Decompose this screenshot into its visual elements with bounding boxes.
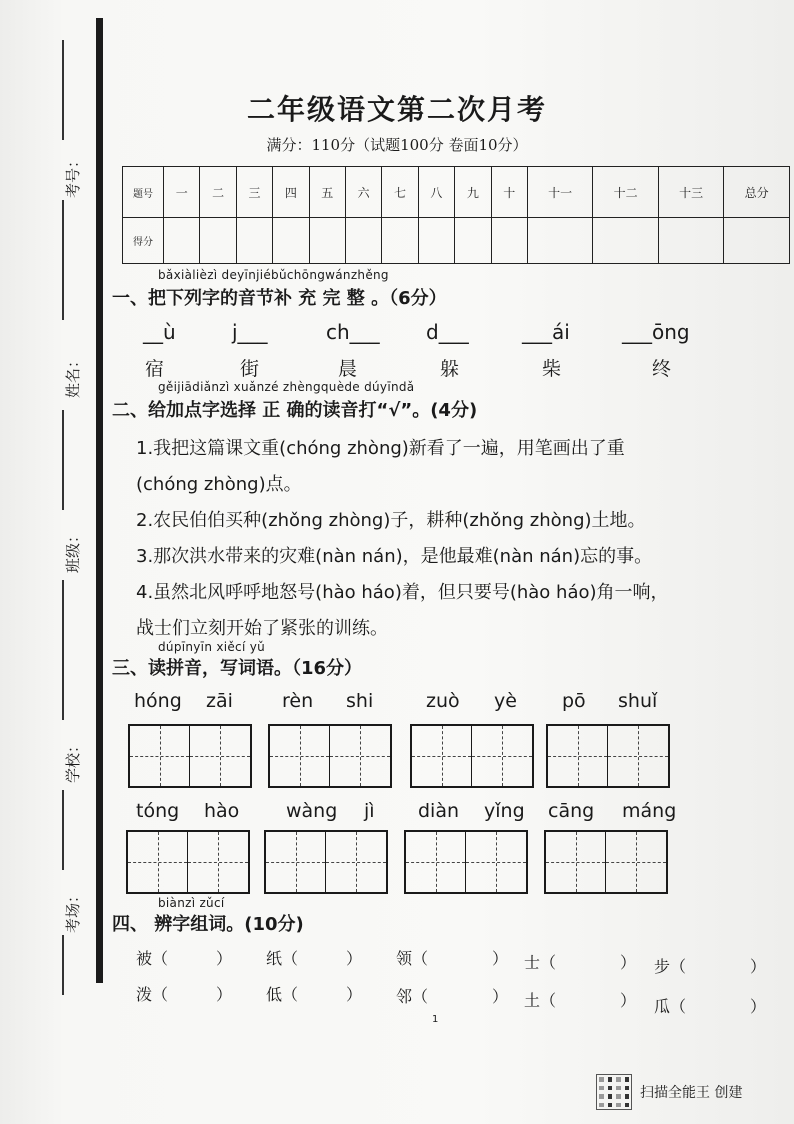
word-pinyin: yè	[494, 690, 517, 712]
pinyin-blank[interactable]: d___	[426, 320, 469, 344]
char-item[interactable]: 被（ ）	[136, 949, 233, 968]
word-pinyin: jì	[364, 800, 375, 822]
table-column-header: 总分	[724, 167, 790, 218]
question-3: 3.那次洪水带来的灾难(nàn nán)，是他最难(nàn nán)忘的事。	[136, 546, 653, 567]
table-header-label: 题号	[123, 167, 164, 218]
hanzi: 晨	[338, 358, 358, 380]
hanzi: 宿	[145, 358, 165, 380]
hanzi: 终	[652, 358, 672, 380]
question-1: 1.我把这篇课文重(chóng zhòng)新看了一遍，用笔画出了重	[136, 438, 625, 459]
table-column-header: 九	[455, 167, 491, 218]
hanzi: 街	[240, 358, 260, 380]
score-cell[interactable]	[491, 218, 527, 264]
char-item[interactable]: 泼（ ）	[136, 985, 233, 1004]
label-kaochang: 考场：	[64, 887, 83, 934]
score-table	[122, 166, 790, 264]
score-cell[interactable]	[724, 218, 790, 264]
char-item[interactable]: 士（ ）	[524, 953, 637, 972]
word-pinyin: zāi	[206, 690, 233, 712]
word-pinyin: cāng	[548, 800, 595, 822]
question-1-cont: (chóng zhòng)点。	[136, 474, 302, 495]
section-1-pinyin: bǎxiàlièzì deyīnjiébǔchōngwánzhěng	[158, 268, 389, 282]
score-cell[interactable]	[418, 218, 454, 264]
word-pinyin: hóng	[134, 690, 182, 712]
section-2-title: 二、给加点字选择 正 确的读音打“√”。(4分)	[112, 400, 478, 421]
qr-code-icon	[596, 1074, 632, 1110]
table-column-header: 三	[236, 167, 272, 218]
margin-rule	[62, 200, 64, 320]
pinyin-blank[interactable]: j___	[232, 320, 268, 344]
pinyin-blank[interactable]: ch___	[326, 320, 380, 344]
page-number: 1	[432, 1014, 439, 1025]
char-item[interactable]: 土（ ）	[524, 991, 637, 1010]
question-4-cont: 战士们立刻开始了紧张的训练。	[136, 618, 388, 639]
table-column-header: 五	[309, 167, 345, 218]
pinyin-blank[interactable]: __ù	[143, 320, 176, 344]
word-pinyin: rèn	[282, 690, 314, 712]
section-4-title: 四、 辨字组词。(10分)	[112, 914, 304, 935]
writing-grid[interactable]	[410, 724, 534, 788]
table-column-header: 十二	[593, 167, 658, 218]
writing-grid[interactable]	[128, 724, 252, 788]
table-score-label: 得分	[123, 218, 164, 264]
margin-rule	[62, 580, 64, 720]
score-cell[interactable]	[200, 218, 236, 264]
table-column-header: 十	[491, 167, 527, 218]
writing-grid[interactable]	[544, 830, 668, 894]
word-pinyin: tóng	[136, 800, 180, 822]
pinyin-blank[interactable]: ___ōng	[622, 320, 690, 344]
writing-grid[interactable]	[264, 830, 388, 894]
score-cell[interactable]	[382, 218, 418, 264]
page-title: 二年级语文第二次月考	[246, 93, 547, 126]
char-item[interactable]: 低（ ）	[266, 985, 363, 1004]
section-4-pinyin: biànzì zǔcí	[158, 896, 225, 910]
table-column-header: 四	[273, 167, 309, 218]
score-cell[interactable]	[527, 218, 592, 264]
table-column-header: 十一	[527, 167, 592, 218]
writing-grid[interactable]	[126, 830, 250, 894]
score-cell[interactable]	[164, 218, 200, 264]
score-cell[interactable]	[658, 218, 723, 264]
char-item[interactable]: 步（ ）	[654, 957, 767, 976]
word-pinyin: pō	[562, 690, 586, 712]
scanner-watermark	[596, 1074, 742, 1110]
char-item[interactable]: 邻（ ）	[396, 987, 509, 1006]
table-column-header: 八	[418, 167, 454, 218]
binding-line	[96, 18, 103, 983]
section-2-pinyin: gěijiādiǎnzì xuǎnzé zhèngquède dúyīndǎ	[158, 380, 415, 394]
word-pinyin: yǐng	[484, 800, 525, 822]
hanzi: 柴	[542, 358, 562, 380]
question-2: 2.农民伯伯买种(zhǒng zhòng)子，耕种(zhǒng zhòng)土地。	[136, 510, 646, 531]
label-xuexiao: 学校：	[64, 737, 83, 784]
char-item[interactable]: 领（ ）	[396, 949, 509, 968]
score-cell[interactable]	[309, 218, 345, 264]
score-info: 满分：110分（试题100分 卷面10分）	[266, 136, 528, 154]
label-banji: 班级：	[64, 527, 83, 574]
section-3-pinyin: dúpīnyīn xiěcí yǔ	[158, 640, 266, 654]
writing-grid[interactable]	[404, 830, 528, 894]
char-item[interactable]: 瓜（ ）	[654, 997, 767, 1016]
table-column-header: 七	[382, 167, 418, 218]
word-pinyin: shuǐ	[618, 690, 658, 712]
char-item[interactable]: 纸（ ）	[266, 949, 363, 968]
word-pinyin: máng	[622, 800, 677, 822]
section-1-title: 一、把下列字的音节补 充 完 整 。（6分）	[112, 288, 447, 309]
label-kaohao: 考号：	[64, 152, 83, 199]
word-pinyin: shi	[346, 690, 374, 712]
pinyin-blank[interactable]: ___ái	[522, 320, 570, 344]
margin-rule	[62, 410, 64, 510]
table-column-header: 十三	[658, 167, 723, 218]
score-cell[interactable]	[273, 218, 309, 264]
word-pinyin: diàn	[418, 800, 460, 822]
word-pinyin: hào	[204, 800, 240, 822]
table-column-header: 六	[345, 167, 381, 218]
writing-grid[interactable]	[546, 724, 670, 788]
score-cell[interactable]	[236, 218, 272, 264]
table-column-header: 二	[200, 167, 236, 218]
section-3-title: 三、读拼音，写词语。（16分）	[112, 658, 363, 679]
label-xingming: 姓名：	[64, 352, 83, 399]
word-pinyin: zuò	[426, 690, 460, 712]
scanner-credit: 扫描全能王 创建	[640, 1085, 743, 1101]
score-cell[interactable]	[455, 218, 491, 264]
score-cell[interactable]	[593, 218, 658, 264]
table-column-header: 一	[164, 167, 200, 218]
margin-rule	[62, 935, 64, 995]
margin-rule	[62, 790, 64, 870]
question-4: 4.虽然北风呼呼地怒号(hào háo)着，但只要号(hào háo)角一响，	[136, 582, 669, 603]
score-cell[interactable]	[345, 218, 381, 264]
word-pinyin: wàng	[286, 800, 338, 822]
writing-grid[interactable]	[268, 724, 392, 788]
hanzi: 躲	[440, 358, 460, 380]
